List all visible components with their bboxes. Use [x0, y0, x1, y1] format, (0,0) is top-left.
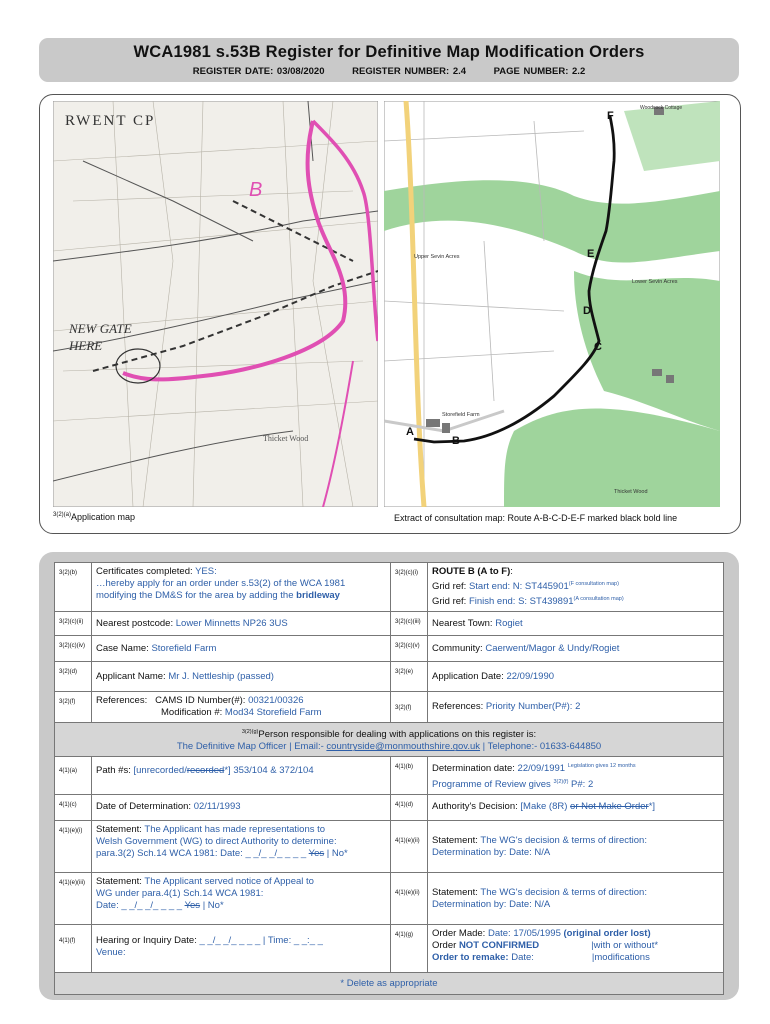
register-header-banner [39, 38, 739, 82]
statement-appeal-cell: Statement: The Applicant served notice of Appeal to WG under para.4(1) Sch.14 WCA 1981: Date: _ _/_ _/_ _ _ _ Yes | No* [92, 872, 391, 924]
application-map-caption: $^{3(2)(a)}$Application map [53, 512, 136, 522]
woodcock-cottage-label: Woodcock Cottage [640, 105, 683, 111]
person-responsible-cell: $^{3(2)(g)}$Person responsible for dealing with applications on this register is: The Definitive Map Officer | Email:- countryside@monmouthshire.gov.uk | Telephone:- 01633-644850 [55, 723, 724, 757]
town-cell: Nearest Town: Rogiet [428, 612, 724, 636]
priority-cell: References: Priority Number(P#): 2 [428, 692, 724, 723]
certs-ref: 3(2)(b) [55, 563, 92, 612]
references-cell: References: CAMS ID Number(#): 00321/00326 Modification #: Mod34 Storefield Farm [92, 692, 391, 723]
register-table: 3(2)(b) Certificates completed: YES: …hereby apply for an order under s.53(2) of the WCA 1981 modifying the DM&S for the area by adding the bridleway 3(2)(c)(i) ROUTE B (A to F): Grid ref: Start end: N: $ST445901^{(F consultation map)}$ Grid ref: Finish end: S: $ST439891^{(A consultation map)}$ 3(2)(c)(ii) Nearest postcode: Lower Minnetts NP26 3US 3(2)(c)(iii) Nearest Town: Rogiet 3(2)(c)(iv) Case Name: Storefield Farm 3(2)(c)(v) Community: Caerwent/Magor & Undy/Rogiet 3(2)(d) Applicant Name: Mr J. Nettleship (passed) 3(2)(e) Application Date: 22/09/1990 3(2)(f) References: CAMS ID Number(#): 00321/00326 Modification #: Mod34 Storefield Farm 3(2)(f) References: Priority Number(P#): 2 $^{3(2)(g)}$Person responsible for dealing with applications on this register is: The Definitive Map Officer | Email:- countryside@monmouthshire.gov.uk | Telephone:- 01633-644850 4(1)(a) Path #s: [unrecorded/recorded*] 353/104 & 372/104 4(1)(b) Determination date: 22/09/1991 $^{Legislation gives 12 months}$ Programme of Review gives $^{3(2)(f)}$ P#: 2 4(1)(c) Date of Determination: 02/11/1993 4(1)(d) Authority's Decision: [Make (8R) or Not Make Order*] 4(1)(e)(i) Statement: The Applicant has made representations to Welsh Government (WG) to direct Authority to determine: para.3(2) Sch.14 WCA 1981: Date: _ _/_ _/_ _ _ _ Yes | No* 4(1)(e)(ii) Statement: The WG's decision & terms of direction: Determination by: Date: N/A 4(1)(e)(iii) Statement: The Applicant served notice of Appeal to WG under para.4(1) Sch.14 WCA 1981: Date: _ _/_ _/_ _ _ _ Yes | No* 4(1)(e)(ii) Statement: The WG's decision & terms of direction: Determination by: Date: N/A 4(1)(f) Hearing or Inquiry Date: _ _/_ _/_ _ _ _ | Time: _ _:_ _ Venue: 4(1)(g) Order Made: Date: 17/05/1995 (original order lost) Order NOT CONFIRMED |with or without* Order to remake: Date: |modifications * Delete as appropriate [54, 562, 724, 995]
route-ref: 3(2)(c)(i) [391, 563, 428, 612]
point-f: F [607, 110, 614, 122]
consultation-map-caption: Extract of consultation map: Route A-B-C-D-E-F marked black bold line [394, 513, 678, 523]
date-of-determination-cell: Date of Determination: 02/11/1993 [92, 794, 391, 820]
application-date-cell: Application Date: 22/09/1990 [428, 662, 724, 692]
footer-note: * Delete as appropriate [55, 972, 724, 994]
point-a: A [406, 426, 414, 438]
upper-sevin-label: Upper Sevin Acres [414, 254, 460, 260]
parish-label: RWENT CP [65, 113, 156, 129]
hearing-cell: Hearing or Inquiry Date: _ _/_ _/_ _ _ _ | Time: _ _:_ _ Venue: [92, 924, 391, 972]
authority-decision-cell: Authority's Decision: [Make (8R) or Not Make Order*] [428, 794, 724, 820]
thicket-wood-label: Thicket Wood [263, 434, 309, 443]
route-letter-b: B [249, 179, 263, 201]
storefield-farm-label: Storefield Farm [442, 412, 480, 418]
statement-wg-decision-cell: Statement: The WG's decision & terms of direction: Determination by: Date: N/A [428, 820, 724, 872]
community-cell: Community: Caerwent/Magor & Undy/Rogiet [428, 636, 724, 662]
page-number: PAGE NUMBER: 2.2 [493, 66, 586, 77]
point-c: C [594, 341, 602, 353]
thicket-wood-label-right: Thicket Wood [614, 489, 648, 495]
register-number: REGISTER NUMBER: 2.4 [352, 66, 467, 77]
statement-representations-cell: Statement: The Applicant has made representations to Welsh Government (WG) to direct Authority to determine: para.3(2) Sch.14 WCA 1981: Date: _ _/_ _/_ _ _ _ Yes | No* [92, 820, 391, 872]
order-made-cell: Order Made: Date: 17/05/1995 (original order lost) Order NOT CONFIRMED |with or without* Order to remake: Date: |modifications [428, 924, 724, 972]
point-e: E [587, 248, 595, 260]
applicant-cell: Applicant Name: Mr J. Nettleship (passed) [92, 662, 391, 692]
consultation-map [384, 101, 720, 507]
case-name-cell: Case Name: Storefield Farm [92, 636, 391, 662]
statement-wg-decision-cell-2: Statement: The WG's decision & terms of direction: Determination by: Date: N/A [428, 872, 724, 924]
point-d: D [583, 305, 591, 317]
determination-cell: Determination date: 22/09/1991 $^{Legislation gives 12 months}$ Programme of Review gives $^{3(2)(f)}$ P#: 2 [428, 757, 724, 794]
email-link[interactable]: countryside@monmouthshire.gov.uk [326, 741, 481, 753]
register-meta [39, 66, 739, 77]
lower-sevin-label: Lower Sevin Acres [632, 279, 678, 285]
route-cell: ROUTE B (A to F): Grid ref: Start end: N: $ST445901^{(F consultation map)}$ Grid ref: Finish end: S: $ST439891^{(A consultation map)}$ [428, 563, 724, 612]
here-note: HERE [69, 338, 103, 353]
paths-cell: Path #s: [unrecorded/recorded*] 353/104 & 372/104 [92, 757, 391, 794]
register-title: WCA1981 s.53B Register for Definitive Map Modification Orders [133, 43, 645, 61]
certs-cell: Certificates completed: YES: …hereby apply for an order under s.53(2) of the WCA 1981 modifying the DM&S for the area by adding the bridleway [92, 563, 391, 612]
new-gate-note: NEW GATE [69, 321, 132, 336]
register-date: REGISTER DATE: 03/08/2020 [192, 66, 325, 77]
postcode-cell: Nearest postcode: Lower Minnetts NP26 3US [92, 612, 391, 636]
point-b: B [452, 435, 460, 447]
application-map [53, 101, 378, 507]
